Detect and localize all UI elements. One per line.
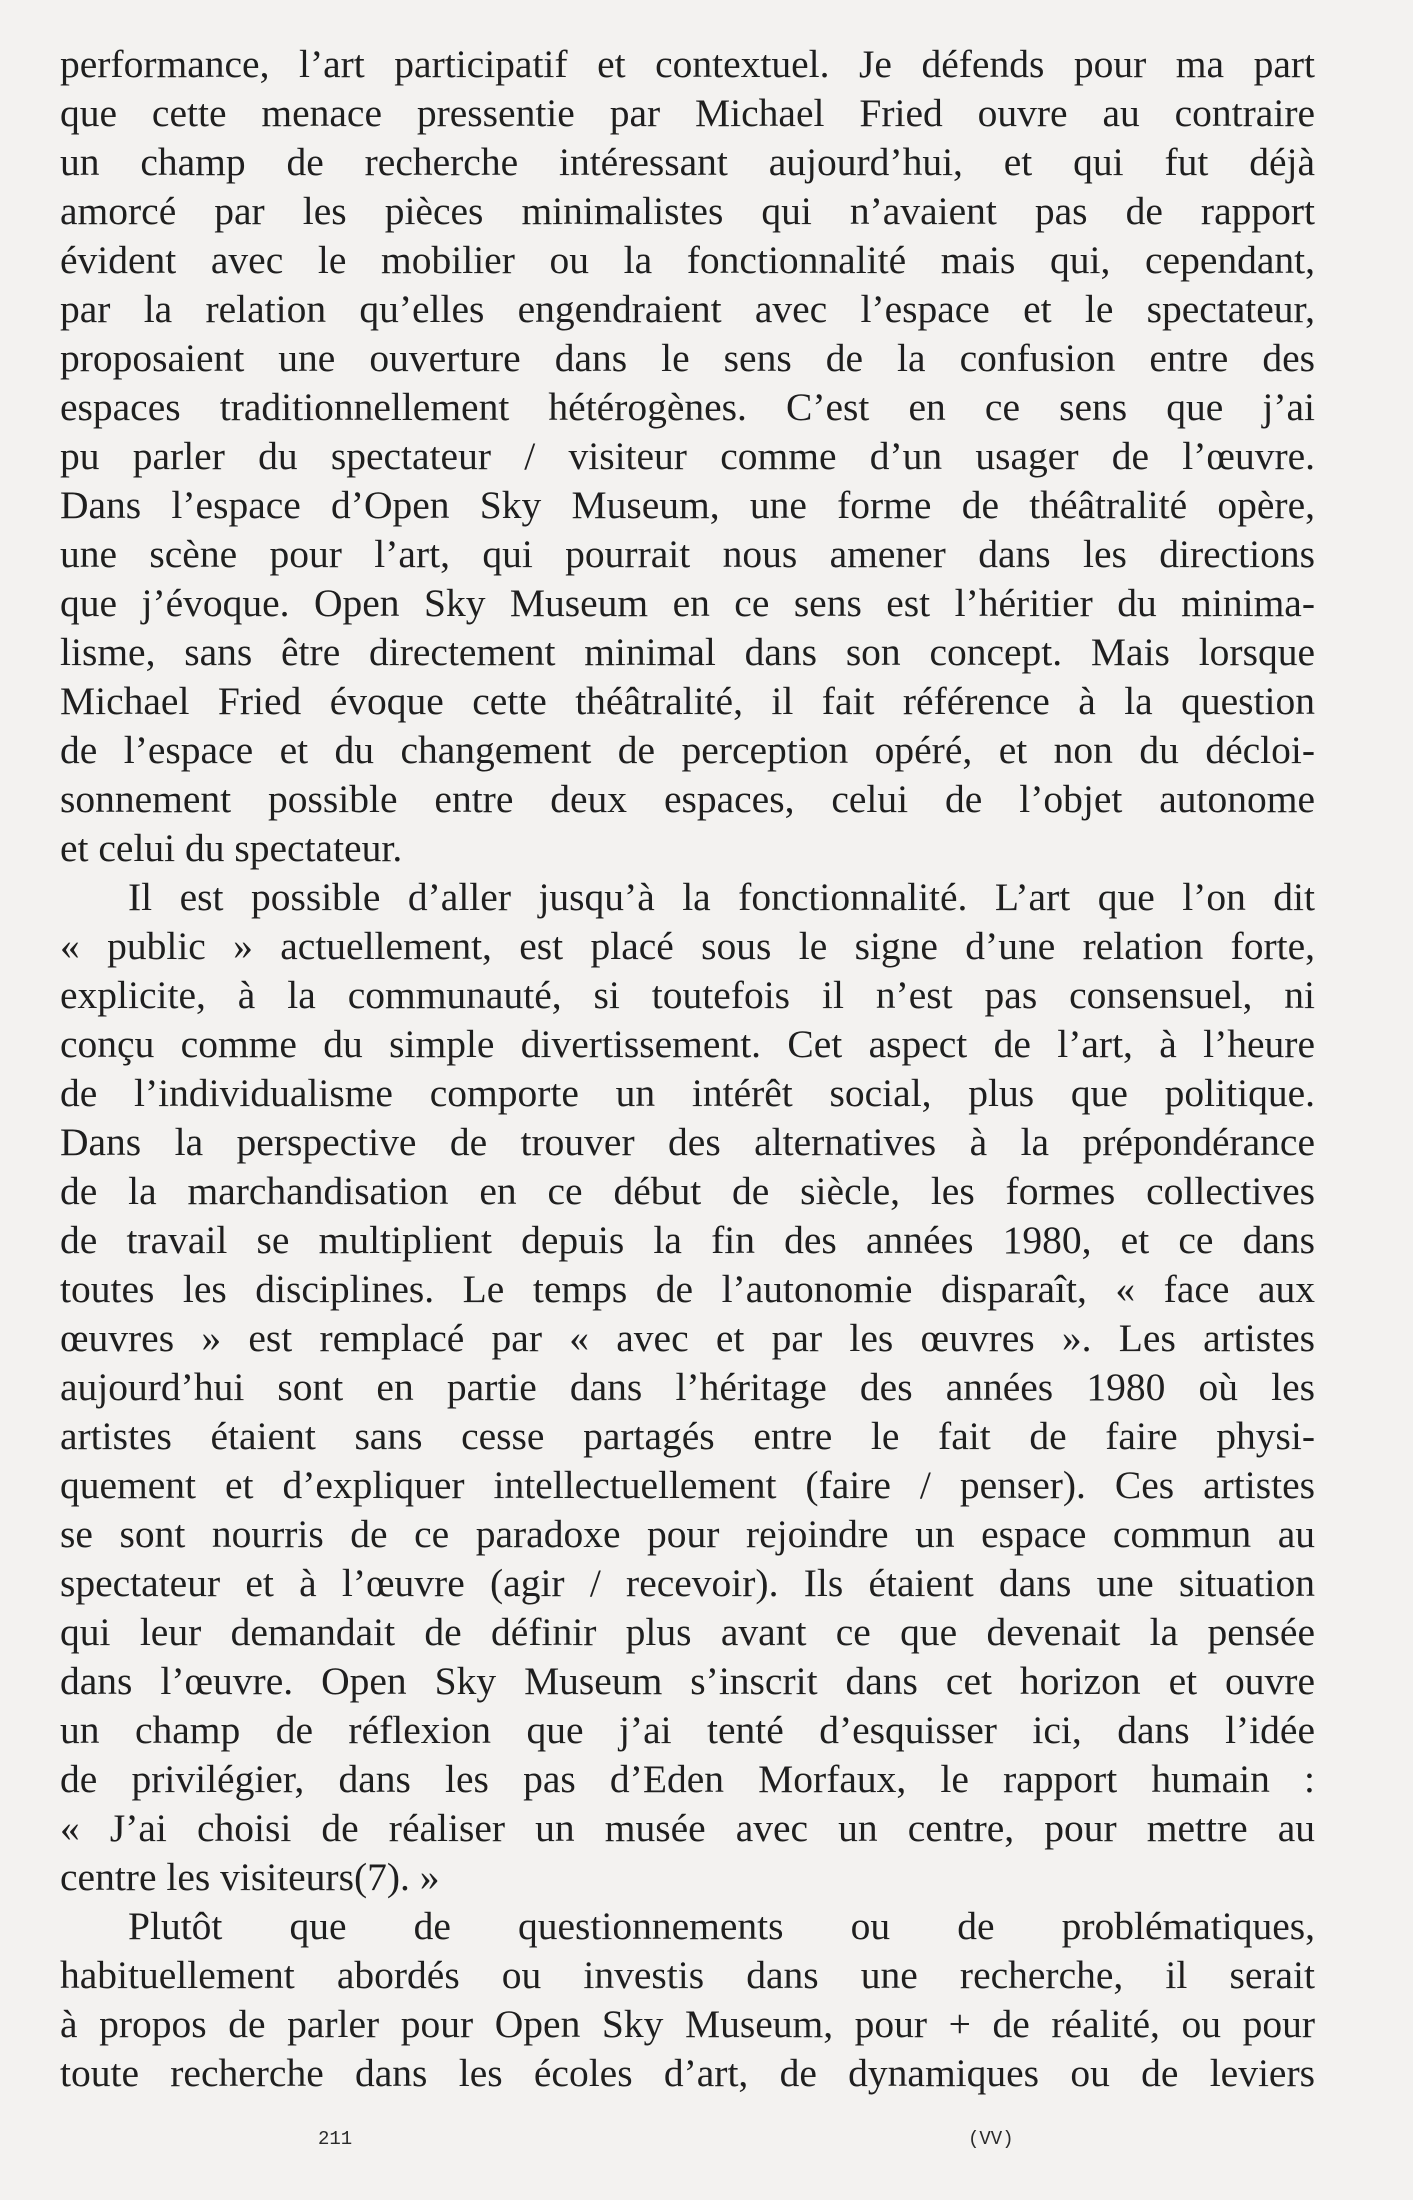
paragraph-2	[60, 873, 1315, 1902]
text-line: par la relation qu’elles engendraient avec l’espace et le spectateur,	[60, 287, 1315, 331]
text-line: toute recherche dans les écoles d’art, de dynamiques ou de leviers	[60, 2051, 1315, 2095]
text-line: Michael Fried évoque cette théâtralité, il fait référence à la question	[60, 679, 1315, 723]
text-line: que cette menace pressentie par Michael Fried ouvre au contraire	[60, 91, 1315, 135]
body-text	[60, 40, 1315, 2098]
text-line: et celui du spectateur.	[60, 826, 403, 870]
text-line: lisme, sans être directement minimal dans son concept. Mais lorsque	[60, 630, 1315, 674]
text-line: de l’espace et du changement de perception opéré, et non du décloi-	[60, 728, 1315, 772]
text-line: « public » actuellement, est placé sous le signe d’une relation forte,	[60, 924, 1315, 968]
text-line: aujourd’hui sont en partie dans l’héritage des années 1980 où les	[60, 1365, 1315, 1409]
text-line: pu parler du spectateur / visiteur comme d’un usager de l’œuvre.	[60, 434, 1315, 478]
text-line: évident avec le mobilier ou la fonctionnalité mais qui, cependant,	[60, 238, 1315, 282]
text-line: quement et d’expliquer intellectuellement (faire / penser). Ces artistes	[60, 1463, 1315, 1507]
text-line: toutes les disciplines. Le temps de l’autonomie disparaît, « face aux	[60, 1267, 1315, 1311]
section-mark: (VV)	[968, 2128, 1014, 2150]
paragraph-1	[60, 40, 1315, 873]
text-line: un champ de réflexion que j’ai tenté d’esquisser ici, dans l’idée	[60, 1708, 1315, 1752]
text-line: se sont nourris de ce paradoxe pour rejoindre un espace commun au	[60, 1512, 1315, 1556]
page-number: 211	[318, 2128, 353, 2150]
text-line: de travail se multiplient depuis la fin des années 1980, et ce dans	[60, 1218, 1315, 1262]
text-line: habituellement abordés ou investis dans une recherche, il serait	[60, 1953, 1315, 1997]
text-line: amorcé par les pièces minimalistes qui n’avaient pas de rapport	[60, 189, 1315, 233]
text-line: performance, l’art participatif et contextuel. Je défends pour ma part	[60, 42, 1315, 86]
text-line: centre les visiteurs(7). »	[60, 1855, 440, 1899]
text-line: Dans la perspective de trouver des alternatives à la prépondérance	[60, 1120, 1315, 1164]
text-line: espaces traditionnellement hétérogènes. C’est en ce sens que j’ai	[60, 385, 1315, 429]
text-line: de privilégier, dans les pas d’Eden Morfaux, le rapport humain :	[60, 1757, 1315, 1801]
text-line: « J’ai choisi de réaliser un musée avec un centre, pour mettre au	[60, 1806, 1315, 1850]
text-line: sonnement possible entre deux espaces, celui de l’objet autonome	[60, 777, 1315, 821]
text-line: Il est possible d’aller jusqu’à la fonctionnalité. L’art que l’on dit	[128, 875, 1315, 919]
text-line: que j’évoque. Open Sky Museum en ce sens est l’héritier du minima-	[60, 581, 1315, 625]
text-line: explicite, à la communauté, si toutefois il n’est pas consensuel, ni	[60, 973, 1315, 1017]
text-line: une scène pour l’art, qui pourrait nous amener dans les directions	[60, 532, 1315, 576]
text-line: Dans l’espace d’Open Sky Museum, une forme de théâtralité opère,	[60, 483, 1315, 527]
text-line: œuvres » est remplacé par « avec et par les œuvres ». Les artistes	[60, 1316, 1315, 1360]
text-line: proposaient une ouverture dans le sens de la confusion entre des	[60, 336, 1315, 380]
paragraph-3	[60, 1902, 1315, 2098]
text-line: conçu comme du simple divertissement. Cet aspect de l’art, à l’heure	[60, 1022, 1315, 1066]
text-line: Plutôt que de questionnements ou de problématiques,	[128, 1904, 1315, 1948]
text-line: à propos de parler pour Open Sky Museum, pour + de réalité, ou pour	[60, 2002, 1315, 2046]
text-line: un champ de recherche intéressant aujourd’hui, et qui fut déjà	[60, 140, 1315, 184]
text-line: de la marchandisation en ce début de siècle, les formes collectives	[60, 1169, 1315, 1213]
text-line: artistes étaient sans cesse partagés entre le fait de faire physi-	[60, 1414, 1315, 1458]
text-line: de l’individualisme comporte un intérêt social, plus que politique.	[60, 1071, 1315, 1115]
text-line: spectateur et à l’œuvre (agir / recevoir). Ils étaient dans une situation	[60, 1561, 1315, 1605]
text-line: qui leur demandait de définir plus avant ce que devenait la pensée	[60, 1610, 1315, 1654]
text-line: dans l’œuvre. Open Sky Museum s’inscrit dans cet horizon et ouvre	[60, 1659, 1315, 1703]
